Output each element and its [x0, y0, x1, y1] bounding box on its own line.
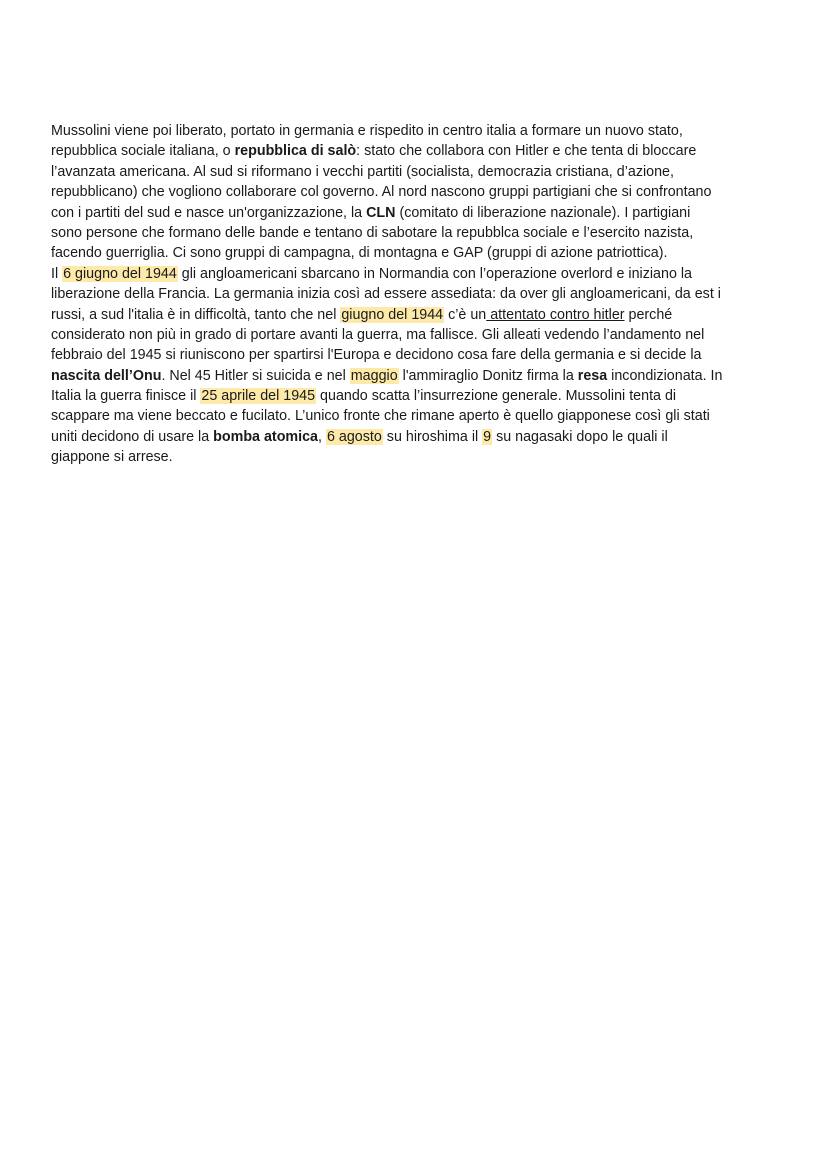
text-segment: su nagasaki dopo le quali il [492, 428, 668, 445]
bold-term: resa [577, 367, 608, 384]
bold-term: repubblica di salò [234, 143, 357, 160]
text-segment: gli angloamericani sbarcano in Normandia con l’operazione overlord e iniziano la [177, 265, 692, 282]
text-segment: repubblica sociale italiana, o [51, 143, 235, 160]
highlighted-date: 6 agosto [326, 428, 382, 445]
text-line [51, 366, 781, 386]
text-segment: liberazione della Francia. La germania inizia così ad essere assediata: da over gli angloamericani, da est i [51, 286, 721, 303]
text-segment: con i partiti del sud e nasce un'organizzazione, la [51, 204, 367, 221]
underlined-text: attentato contro hitler [486, 306, 625, 323]
text-segment: (comitato di liberazione nazionale). I partigiani [395, 204, 691, 221]
text-line [51, 264, 781, 284]
text-line [51, 386, 781, 406]
text-segment: c’è un [444, 306, 487, 323]
text-segment: febbraio del 1945 si riuniscono per spartirsi l'Europa e decidono cosa fare della germania e si decide la [51, 347, 702, 364]
text-line [51, 345, 781, 365]
text-line [51, 223, 781, 243]
text-segment: sono persone che formano delle bande e tentano di sabotare la repubblca sociale e l’esercito nazista, [51, 224, 694, 241]
highlighted-date: 25 aprile del 1945 [201, 388, 316, 405]
text-segment: perché [624, 306, 673, 323]
text-segment: incondizionata. In [607, 367, 723, 384]
text-segment: russi, a sud l'italia è in difficoltà, tanto che nel [51, 306, 341, 323]
text-segment: considerato non più in grado di portare avanti la guerra, ma fallisce. Gli alleati vedendo l’andamento nel [51, 326, 705, 343]
text-segment: Mussolini viene poi liberato, portato in germania e rispedito in centro italia a formare un nuovo stato, [51, 123, 683, 139]
text-segment: : stato che collabora con Hitler e che tenta di bloccare [356, 143, 697, 160]
text-segment: , [318, 428, 326, 445]
bold-term: CLN [366, 204, 396, 221]
text-segment: su hiroshima il [382, 428, 483, 445]
bold-term: bomba atomica [213, 428, 319, 445]
bold-term: nascita dell’Onu [51, 367, 162, 384]
text-line [51, 447, 781, 467]
text-line [51, 305, 781, 325]
text-segment: Italia la guerra finisce il [51, 388, 201, 405]
text-segment: giappone si arrese. [51, 449, 173, 466]
text-line [51, 284, 781, 304]
text-line [51, 427, 781, 447]
highlighted-date: 6 giugno del 1944 [63, 265, 177, 282]
text-line [51, 203, 781, 223]
text-line [51, 162, 781, 182]
text-segment: l'ammiraglio Donitz firma la [398, 367, 578, 384]
text-line [51, 406, 781, 426]
highlighted-date: giugno del 1944 [341, 306, 444, 323]
body-text [51, 121, 781, 468]
text-line [51, 121, 781, 141]
text-line [51, 243, 781, 263]
text-segment: quando scatta l’insurrezione generale. Mussolini tenta di [316, 388, 677, 405]
text-segment: repubblicano) che vogliono collaborare col governo. Al nord nascono gruppi partigiani che si confrontano [51, 184, 712, 201]
text-segment: facendo guerriglia. Ci sono gruppi di campagna, di montagna e GAP (gruppi di azione patriottica). [51, 245, 668, 262]
highlighted-date: maggio [350, 367, 398, 384]
text-line [51, 325, 781, 345]
text-segment: Il [51, 265, 63, 282]
text-segment: . Nel 45 Hitler si suicida e nel [161, 367, 350, 384]
text-segment: l’avanzata americana. Al sud si riformano i vecchi partiti (socialista, democrazia cristiana, d’azione, [51, 163, 674, 180]
text-line [51, 141, 781, 161]
highlighted-date: 9 [483, 428, 492, 445]
text-segment: uniti decidono di usare la [51, 428, 214, 445]
text-line [51, 182, 781, 202]
text-segment: scappare ma viene beccato e fucilato. L’unico fronte che rimane aperto è quello giapponese così gli stati [51, 408, 710, 425]
